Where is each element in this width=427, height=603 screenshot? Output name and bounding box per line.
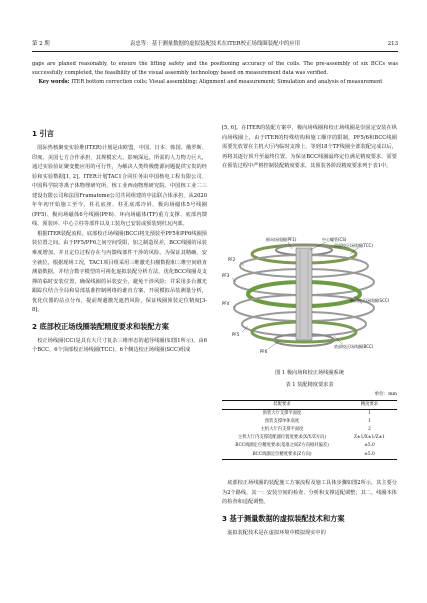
- label-cs: 中心螺管(CS): [322, 237, 347, 242]
- running-title: 袁忠等：基于测量数据的虚拟装配技术在ITER校正场线圈装配中的应用: [129, 41, 301, 47]
- table-cell: BCC线圈定位精度要求(Z方向): [222, 451, 342, 460]
- table-cell: 主机大厅内支撑适配器位置度要求(X/Y/Z方向): [237, 435, 327, 441]
- label-pf5: PF5: [232, 332, 240, 337]
- section-3-heading: 3 基于测量数据的虚拟装配技术和方案: [222, 513, 345, 523]
- table-cell: 预装支撑单体高度: [264, 419, 300, 425]
- label-pf2: PF2: [228, 257, 236, 262]
- table-cell: BCC线圈定位精度要求(基准之间Z方向相对偏差): [235, 443, 329, 449]
- table-cell: ±5.0: [364, 443, 375, 449]
- left-column: [32, 123, 207, 356]
- table-cell: 1: [368, 419, 371, 425]
- table-row: [222, 451, 397, 460]
- table-cell: 1: [368, 411, 371, 417]
- coil-system-illustration: [222, 232, 397, 358]
- abstract-text: gaps are planed reasonably, to ensure the lifting safety and the positioning accuracy of the coils. The pre-assembly of six BCCs was successfully completed, the feasibility of the visual assembly technology based on measurement data was verified.: [32, 61, 398, 76]
- paragraph: 底部校正场线圈的装配施工方案流程及施工具体步骤如图2所示，其主要分为2个路线，其一：安装空间的检查、分析和支撑适配调整；其二，线圈本体的检查和适配调整。: [222, 480, 397, 506]
- table-header-cell: 装配要求: [222, 401, 342, 410]
- paragraph: 虚拟装配技术是在虚拟环境中模拟现实中的: [227, 529, 326, 536]
- label-pf1: 极向场线圈(PF1): [266, 237, 297, 242]
- accuracy-table: [222, 400, 397, 460]
- table-cell: 主机大厅内支撑平面度: [260, 427, 304, 433]
- paragraph: 校正场线圈(CC)是具有大尺寸复杂三维形态的超导线圈(如图1所示)，由6个BCC、6个顶部校正场线圈(TCC)、6个侧边校正场线圈(SCC)组成: [32, 337, 207, 354]
- label-bcc: 底部校正场线圈(BCC): [334, 344, 374, 349]
- keywords-label: Key words:: [38, 79, 70, 85]
- table-cell: 2: [368, 427, 371, 433]
- table-row: [222, 410, 397, 419]
- section-1-heading: 1 引言: [32, 129, 54, 138]
- header-rule: [32, 51, 398, 52]
- paragraph: [5, 6]。在ITER的装配方案中，极向场线圈和校正场线圈是崇固定安装在纵向场线圈上，由于ITER的特殊结构和施工顺序的限制，PF5/6和BCC线圈需要先放置在主机大厅内临时支撑上，等到18个TF线圈全部装配完成以后，再将其逐行顶升至最终位置。为保证BCC线圈最终定位满足精度要求，需要在预装过程中严格控制装配精度要求，其预装各阶段精度要求列于表1中。: [222, 125, 397, 170]
- central-solenoid: [296, 248, 312, 340]
- page-number: 213: [387, 41, 398, 47]
- section-2-heading: 2 底部校正场线圈装配精度要求和装配方案: [32, 321, 169, 331]
- keywords-text: ITER bottom correction coils; Visual assembling; Alignment and measurement; Simulation and analysis of measurement: [71, 79, 383, 85]
- table-1-caption: 表 1 装配精度要求表: [285, 382, 334, 388]
- right-column-bottom: [222, 479, 397, 538]
- table-cell: 预装大厅支撑平面度: [262, 411, 302, 417]
- label-tcc: 顶部校正场线圈(TCC): [334, 243, 373, 248]
- paragraph: 国际热核聚变实验堆(ITER)计划是由欧盟、中国、日本、韩国、俄罗斯、印度、美国七方合作承担，其规模宏大，影响深远。所需的人力物力巨大，通过实验验证聚变能应用的可行性，为解决人类终极能源问题提供宝贵的经验和实验数据[1, 2]。ITER计划TAC1合同任务由中国核电工程有限公司、中国科学院等离子体物理研究所、核工业西南物理研究院、中国核工业二三建设有限公司和法国Framatome公司共同组建的中法联合体承担。从2020年年初开始施工至今，柱孔底座、柱孔底部冷屏、极向场磁体5号线圈(PF5)、极向场磁体6号线圈(PF6)、环向场磁体(TF)重力支撑、底部内馈线、预装环、中心立柱等部件以及工装均已安装或预装到杜瓦内部。: [32, 145, 207, 228]
- table-cell: Z±1/X±1/Z±1: [354, 435, 385, 441]
- table-unit: 单位：mm: [374, 392, 397, 397]
- table-header-cell: 精度要求: [342, 401, 397, 410]
- table-row: [222, 418, 397, 426]
- table-row: [222, 426, 397, 434]
- right-column: [222, 124, 397, 172]
- paragraph: 根据ITER装配流程，底部校正场线圈(BCC)将先预装至PF5和PF6线圈预装位置之间。由于PF5/PF6之间空间受限，加之制造误差，BCC线圈的吊装难度增加，并且定位过程存在与内馈线部件干涉的风险。为保证其精确、安全就位，根据现场工况，TAC1项目组采用三维激光扫描数据和三维空间谁直测量数据，并结合数字模型的可视化虚拟装配分析方法，优化BCC线圈及支撑的临时安装位置，确保线圈的吊装安全，避免干涉风险；并采用多台激光跟踪仪结合全局和局部基准控制网络的谁直方案，开展模拟吊装测量分析，优化仪器的站点分布，提前规避激光遮挡风险，保证线圈预装定位精度[3-8]。: [32, 230, 208, 314]
- label-pf3: PF3: [222, 273, 230, 278]
- abstract: [32, 60, 398, 87]
- table-header-row: [222, 401, 397, 410]
- label-pf4: PF4: [222, 301, 230, 306]
- running-header: [32, 38, 398, 50]
- label-scc: 侧面校正场线圈(SCC): [350, 298, 390, 303]
- table-cell: ±5.0: [342, 451, 397, 460]
- label-pf6: PF6: [260, 349, 268, 354]
- figure-1: [222, 232, 397, 358]
- issue-number: 第 2 期: [32, 41, 50, 47]
- figure-1-caption: 图 1 极向场和校正场线圈系统: [275, 370, 344, 376]
- table-row: [222, 442, 397, 450]
- table-row: [222, 434, 397, 442]
